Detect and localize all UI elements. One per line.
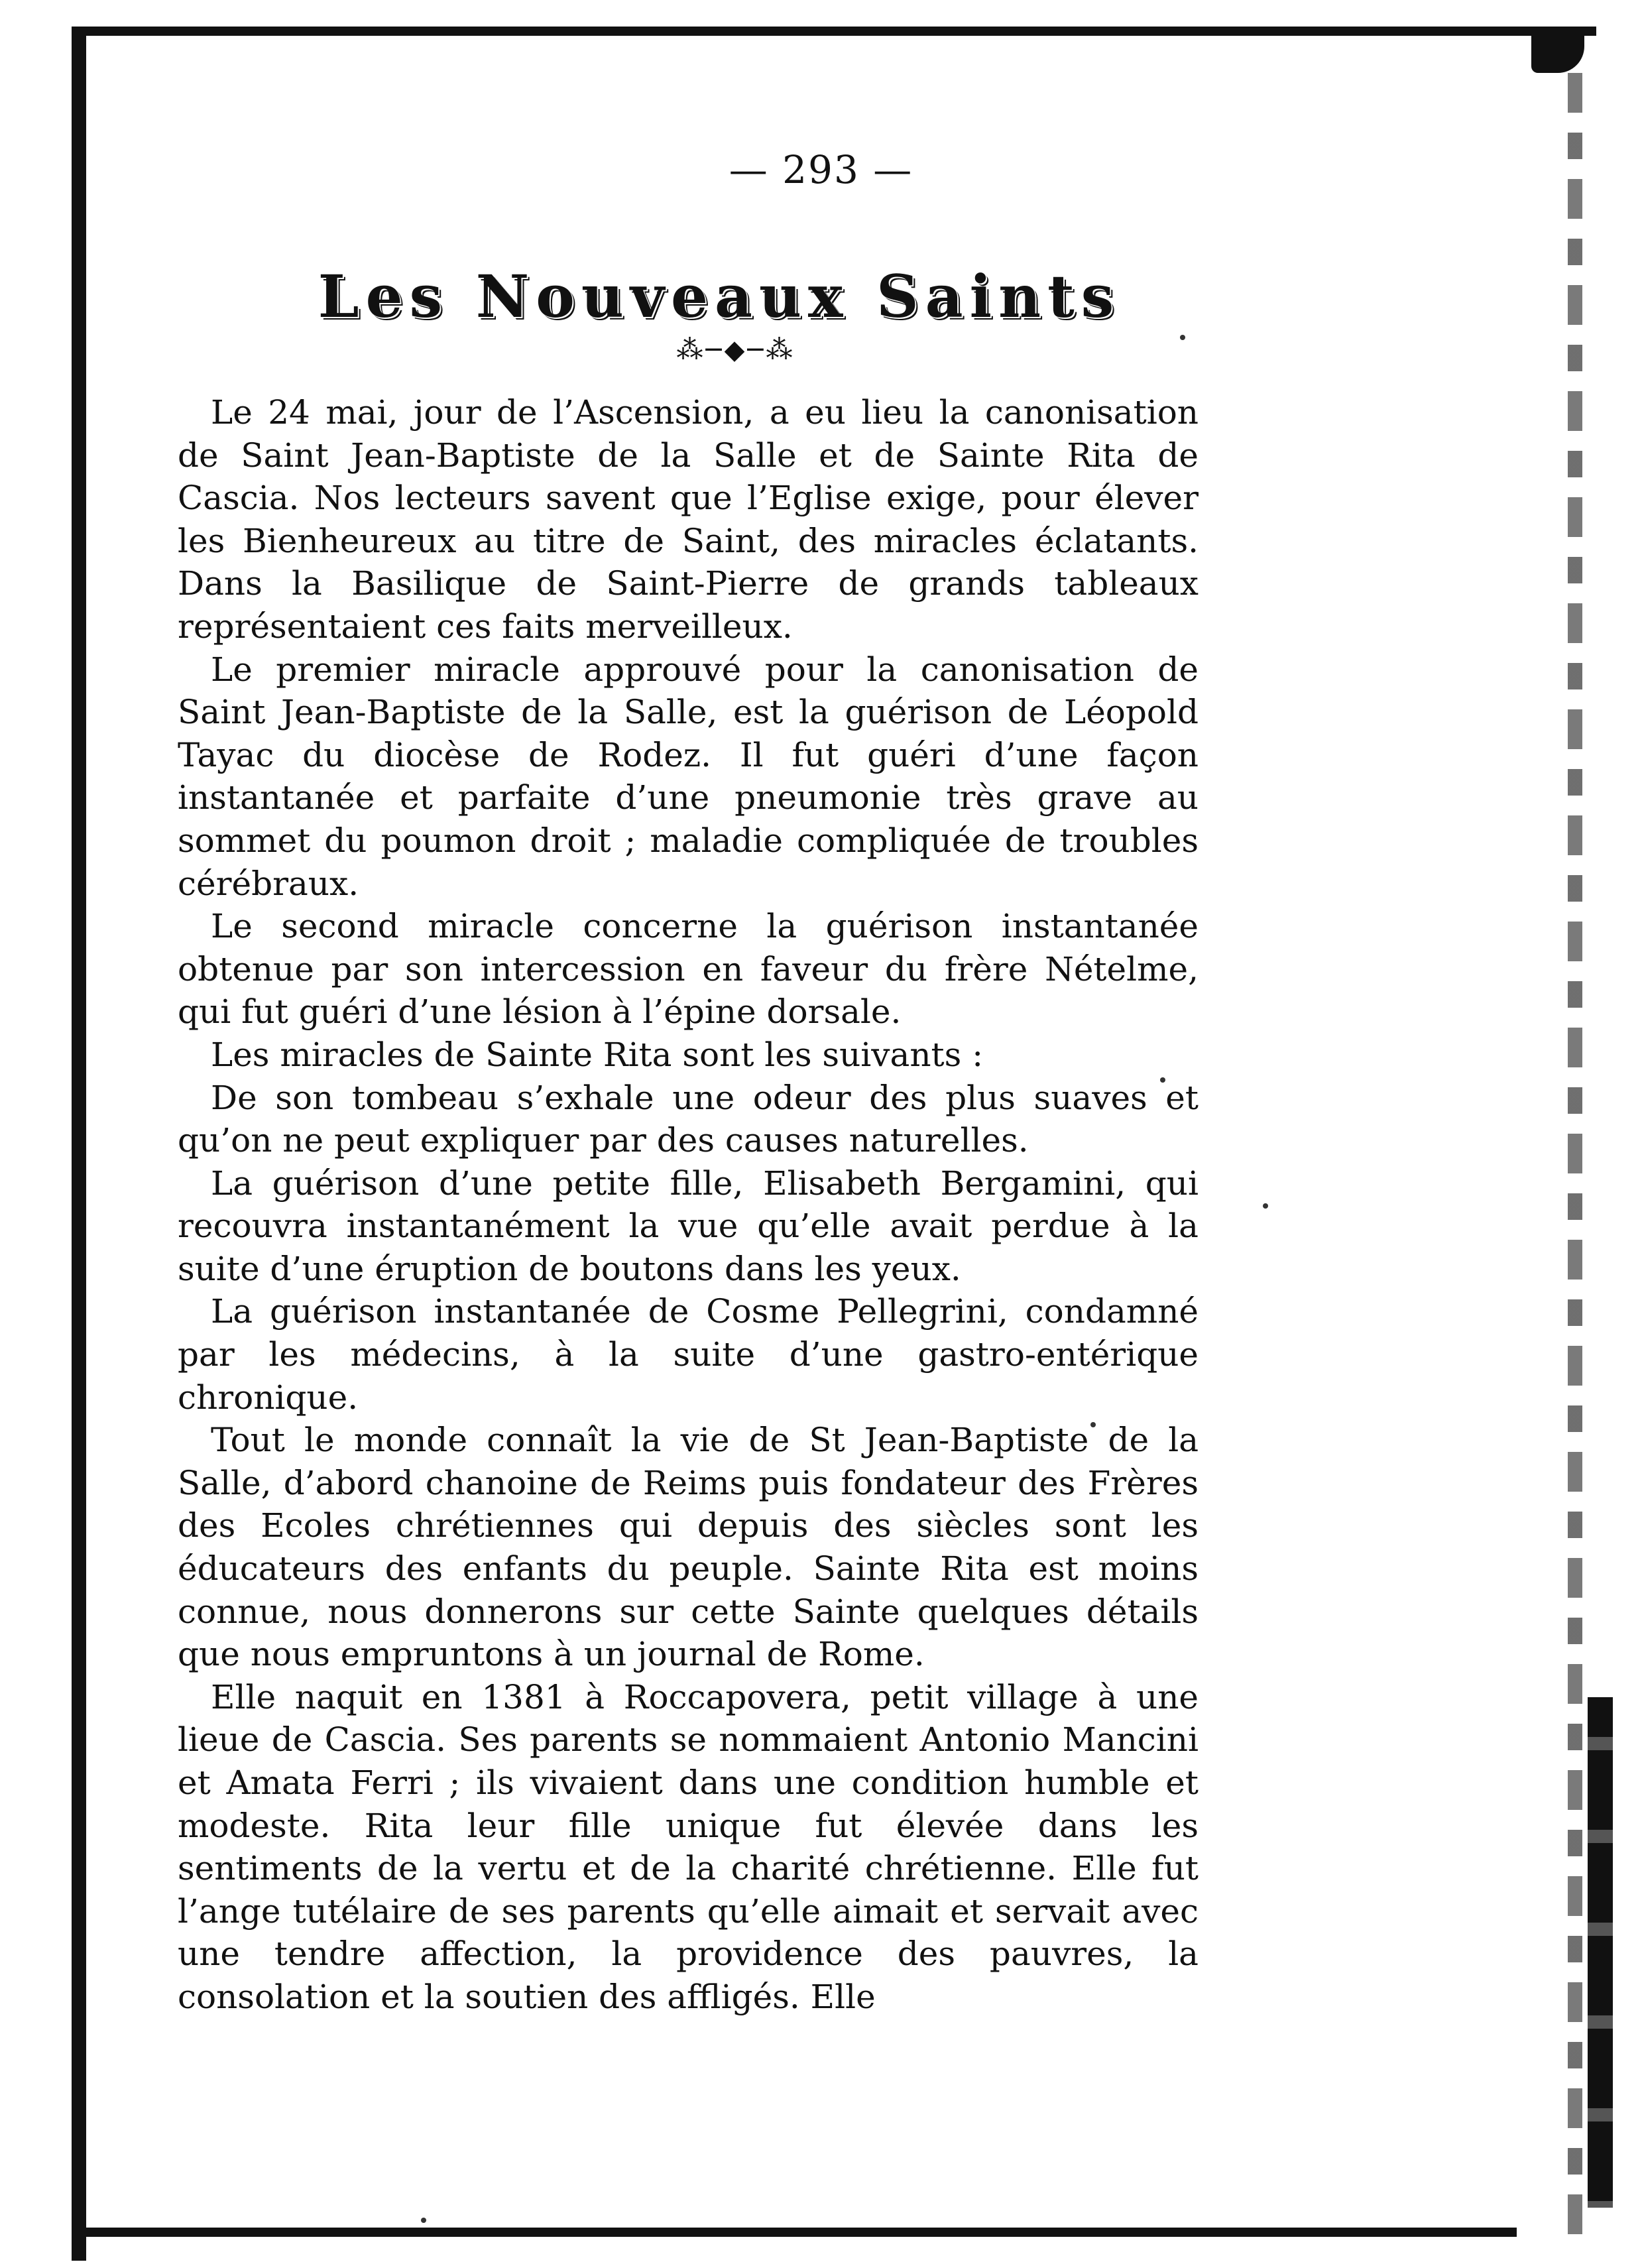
page-number: — 293 — [729, 147, 913, 192]
scan-speck [1180, 335, 1185, 340]
paragraph: Elle naquit en 1381 à Roccapovera, petit village à une lieue de Cascia. Ses parents se nommaient Antonio Mancini et Amata Ferri ; ils vivaient dans une condition humble et modeste. Rita leur fille unique fut élevée dans les sentiments de la vertu et de la charité chrétienne. Elle fut l’ange tutélaire de ses parents qu’elle aimait et servait avec une tendre affection, la providence des pauvres, la consolation et la soutien des affligés. Elle [178, 1677, 1199, 2016]
paragraph: Le second miracle concerne la guérison instantanée obtenue par son intercession en faveur du frère Nételme, qui fut guéri d’une lésion à l’épine dorsale. [178, 907, 1199, 1032]
paragraph: Le 24 mai, jour de l’Ascension, a eu lieu la canonisation de Saint Jean-Baptiste de la Salle et de Sainte Rita de Cascia. Nos lecteurs savent que l’Eglise exige, pour élever les Bienheureux au titre de Saint, des miracles éclatants. Dans la Basilique de Saint-Pierre de grands tableaux représentaient ces faits merveilleux. [178, 393, 1199, 646]
paragraph: La guérison instantanée de Cosme Pellegrini, condamné par les médecins, à la suite d’une gastro-entérique chronique. [178, 1292, 1199, 1417]
scan-speck [1263, 1203, 1268, 1209]
article-body [178, 391, 1199, 2019]
scan-border-bottom [72, 2228, 1517, 2237]
scan-border-right [1568, 27, 1582, 2234]
paragraph: Le premier miracle approuvé pour la canonisation de Saint Jean-Baptiste de la Salle, est la guérison de Léopold Tayac du diocèse de Rodez. Il fut guéri d’une façon instantanée et parfaite d’une pneumonie très grave au sommet du poumon droit ; maladie compliquée de troubles cérébraux. [178, 650, 1199, 903]
paragraph: Les miracles de Sainte Rita sont les suivants : [211, 1035, 984, 1074]
scan-border-top [72, 27, 1596, 36]
title-ornament: ⁂─◆─⁂ [676, 335, 795, 365]
paragraph: La guérison d’une petite fille, Elisabeth Bergamini, qui recouvra instantanément la vue qu’elle avait perdue à la suite d’une éruption de boutons dans les yeux. [178, 1164, 1199, 1288]
scan-border-left [72, 27, 86, 2261]
paragraph: Tout le monde connaît la vie de St Jean-Baptiste de la Salle, d’abord chanoine de Reims puis fondateur des Frères des Ecoles chrétiennes qui depuis des siècles sont les éducateurs des enfants du peuple. Sainte Rita est moins connue, nous donnerons sur cette Sainte quelques détails que nous empruntons à un journal de Rome. [178, 1421, 1199, 1674]
page-title: Les Nouveaux Saints [318, 262, 1121, 331]
paragraph: De son tombeau s’exhale une odeur des plus suaves et qu’on ne peut expliquer par des causes naturelles. [178, 1078, 1199, 1160]
scan-edge-strip [1588, 1697, 1613, 2208]
scan-speck [421, 2218, 426, 2223]
